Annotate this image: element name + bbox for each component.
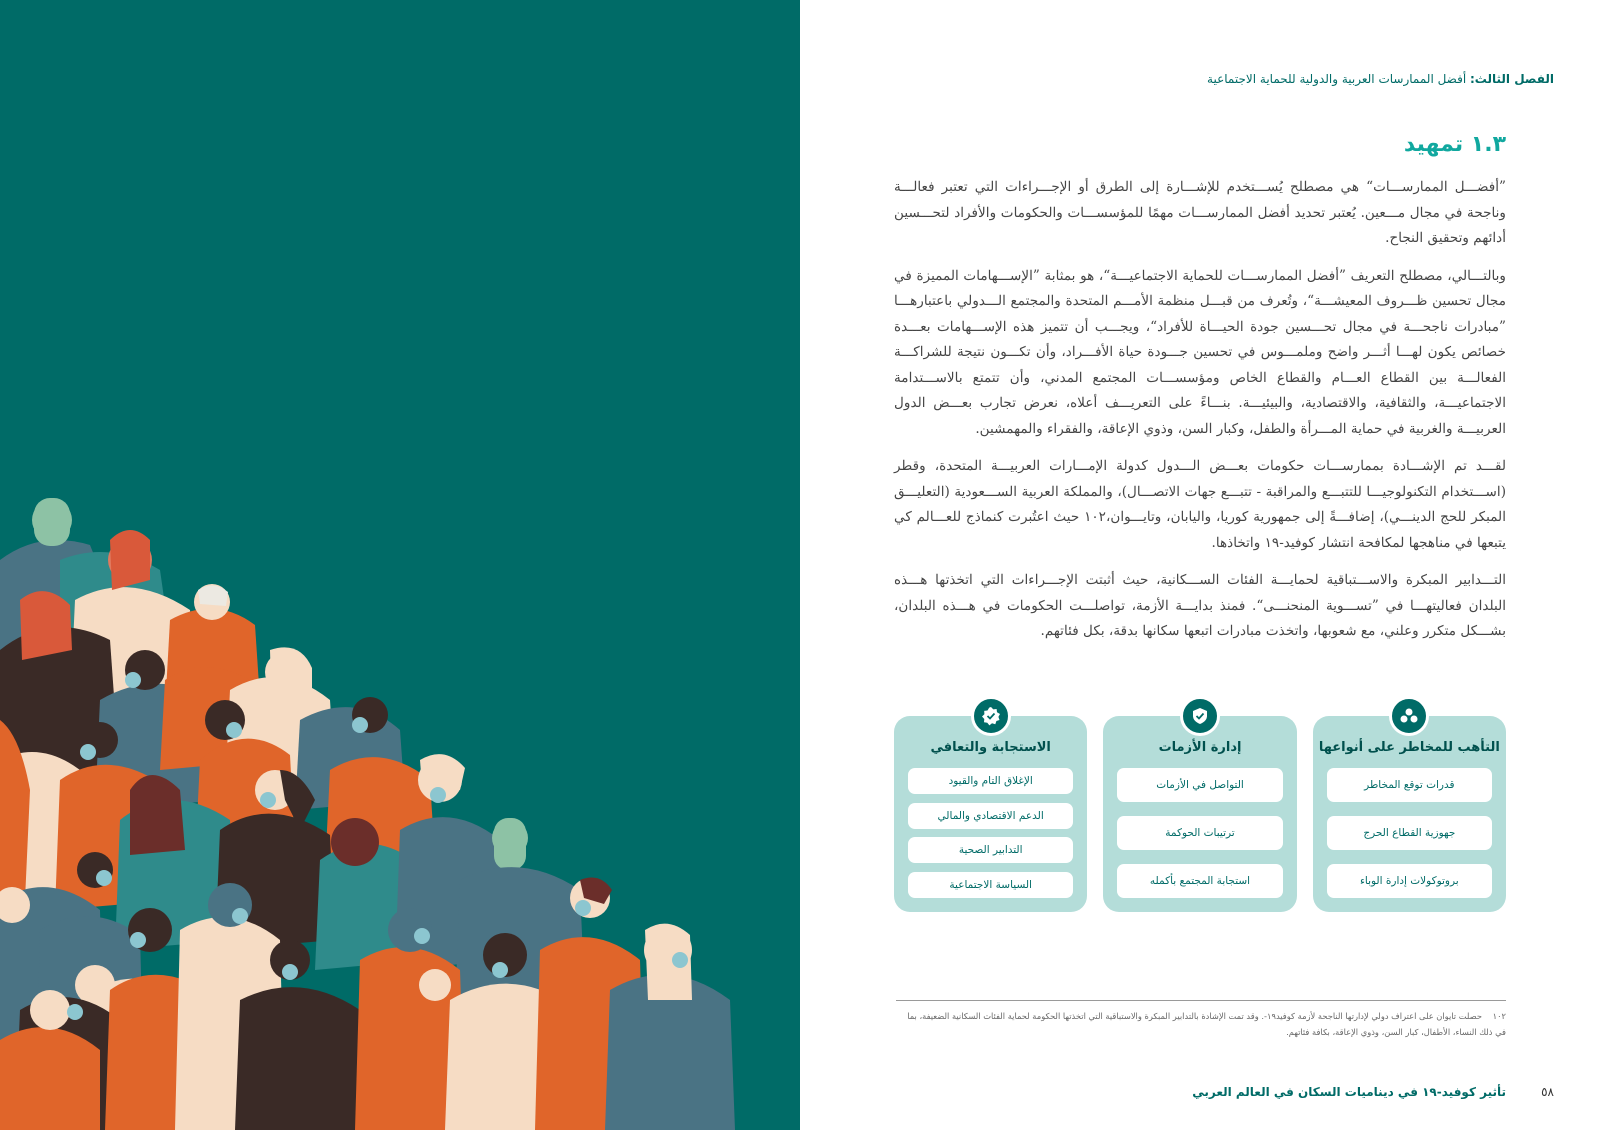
paragraph: ”أفضـــل الممارســـات“ هي مصطلح يُســـتخدم للإشـــارة إلى الطرق أو الإجـــراءات التي تعتبر فعالـــة وناجحة في مجال مـــعين. يُعتبر تحديد أفضل الممارســـات مهمًا للمؤسســـات والحكومات والأفراد لتحـــسين أدائهم وتحقيق النجاح. [894,179,1506,246]
card-item: التواصل في الأزمات [1117,768,1282,802]
card-risk-preparedness [1313,716,1506,912]
text-page [800,0,1600,1130]
footnote-text: حصلت تايوان على اعتراف دولي لإدارتها الناجحة لأزمة كوفيد١٩-. وقد تمت الإشادة بالتدابير المبكرة والاستباقية التي اتخذتها الحكومة لحماية الفئات السكانية الضعيفة، بما في ذلك النساء، الأطفال، كبار السن، وذوي الإعاقة، بكافة فئاتهم. [907,1011,1506,1037]
practices-cards [894,716,1506,912]
chapter-label: الفصل الثالث: [1470,72,1554,86]
shield-check-icon [1180,696,1220,736]
card-item: قدرات توقع المخاطر [1327,768,1492,802]
card-item: السياسة الاجتماعية [908,872,1073,898]
people-icon [1389,696,1429,736]
card-item: استجابة المجتمع بأكمله [1117,864,1282,898]
card-title: التأهب للمخاطر على أنواعها [1318,740,1500,755]
card-items [908,768,1073,898]
card-items [1117,768,1282,898]
card-items [1327,768,1492,898]
card-title: الاستجابة والتعافي [930,740,1051,755]
paragraph: التـــدابير المبكرة والاســـتباقية لحمايـــة الفئات الســـكانية، حيث أثبتت الإجـــراءات التي اتخذتها هـــذه البلدان فعاليتهـــا في ”تســـوية المنحنـــى“. فمنذ بدايـــة الأزمة، تواصلـــت الحكومات في هـــذه البلدان، بشـــكل متكرر وعلني، مع شعوبها، واتخذت مبادرات اتبعها سكانها بدقة، بكل فئاتهم. [894,572,1506,639]
body-text [894,175,1506,657]
chapter-title: أفضل الممارسات العربية والدولية للحماية الاجتماعية [1207,72,1467,86]
footnote [894,1008,1506,1040]
page-number: ٥٨ [1541,1085,1554,1099]
footnote-divider [896,1000,1506,1001]
footer-title: تأثير كوفيد-١٩ في ديناميات السكان في العالم العربي [1192,1085,1506,1099]
card-item: بروتوكولات إدارة الوباء [1327,864,1492,898]
badge-check-icon [971,696,1011,736]
chapter-header [914,72,1554,86]
section-heading: ١.٣ تمهيد [1403,132,1506,157]
card-item: جهوزية القطاع الحرج [1327,816,1492,850]
card-crisis-management [1103,716,1296,912]
card-item: التدابير الصحية [908,837,1073,863]
card-item: ترتيبات الحوكمة [1117,816,1282,850]
card-item: الدعم الاقتصادي والمالي [908,803,1073,829]
paragraph: وبالتـــالي، مصطلح التعريف ”أفضل الممارســـات للحماية الاجتماعيـــة“، هو بمثابة ”الإســـهامات المميزة في مجال تحسين ظـــروف المعيشـــة“، وتُعرف من قبـــل منظمة الأمـــم المتحدة والمجتمع الـــدولي باعتبارهـــا ”مبادرات ناجحـــة في مجال تحـــسين جودة الحيـــاة للأفراد“، ويجـــب أن تتميز هذه الإســـهامات بعـــدة خصائص يكون لهـــا أثـــر واضح وملمـــوس في تحسين جـــودة حياة الأفـــراد، وأن تكـــون نتيجة للشراكـــة الفعالـــة بين القطاع العـــام والقطاع الخاص ومؤسســـات المجتمع المدني، وأن تتمتع بالاســـتدامة الاجتماعيـــة، والثقافية، والاقتصادية، والبيئيـــة. بنـــاءً على التعريـــف أعلاه، نعرض تجارب بعـــض الدول العربيـــة والغربية في حماية المـــرأة والطفل، وكبار السن، وذوي الإعاقة، والفقراء والمهمشين. [894,267,1506,437]
paragraph: لقـــد تم الإشـــادة بممارســـات حكومات بعـــض الـــدول كدولة الإمـــارات العربيـــة المتحدة، وقطر (اســـتخدام التكنولوجيـــا للتتبـــع والمراقبة - تتبـــع جهات الاتصـــال)، والمملكة العربية الســـعودية (التعليـــق المبكر للحج الدينـــي)، إضافـــةً إلى جمهورية كوريا، واليابان، وتايـــوان،١٠٢ حيث اعتُبرت كنماذج للعـــالم كي يتبعها في مناهجها لمكافحة انتشار كوفيد-١٩ واتخاذها. [894,458,1506,551]
footnote-number: ١٠٢ [1492,1011,1506,1021]
card-title: إدارة الأزمات [1158,740,1242,755]
card-response-recovery [894,716,1087,912]
card-item: الإغلاق التام والقيود [908,768,1073,794]
